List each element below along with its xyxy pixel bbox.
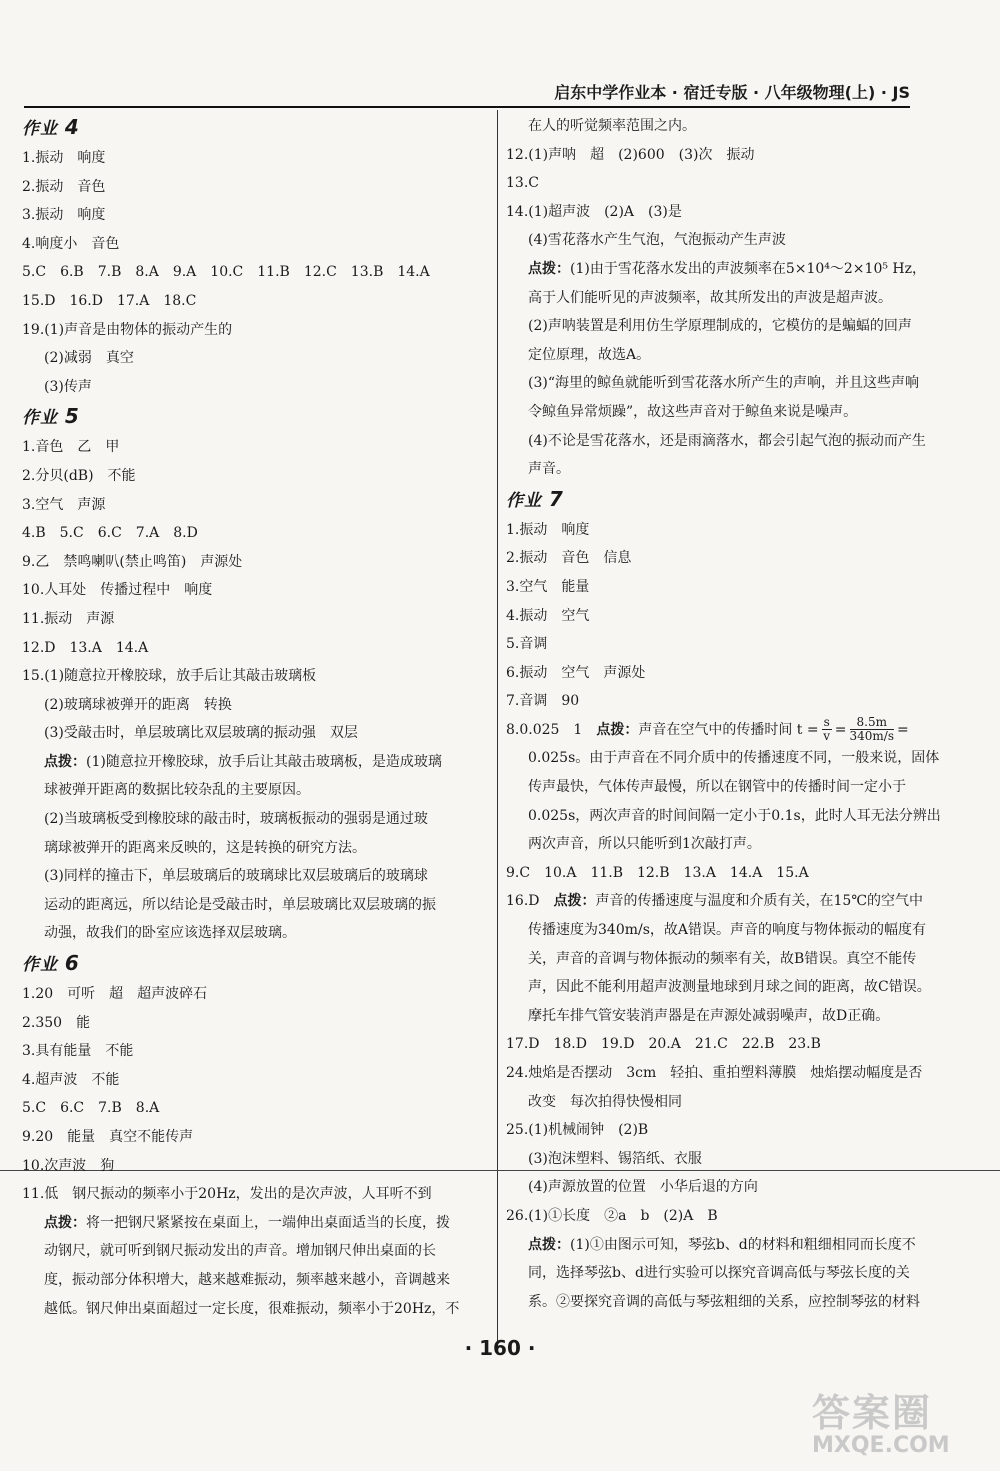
answer-line: (2)当玻璃板受到橡胶球的敲击时，玻璃板振动的强弱是通过玻 xyxy=(44,811,428,828)
answer-line: 关，声音的音调与物体振动的频率有关，故B错误。真空不能传 xyxy=(528,950,917,967)
answer-line: (4)声源放置的位置 小华后退的方向 xyxy=(528,1179,758,1196)
answer-line: 3.空气 能量 xyxy=(506,578,590,595)
answer-line: 19.(1)声音是由物体的振动产生的 xyxy=(22,321,233,338)
watermark-url: MXQE.COM xyxy=(812,1433,950,1458)
tip-label: 点拨： xyxy=(44,1214,86,1231)
section-title xyxy=(506,484,912,516)
answer-line: 10.人耳处 传播过程中 响度 xyxy=(22,582,213,599)
answer-line: 13.C xyxy=(506,175,539,192)
equals-sign: = xyxy=(897,721,909,738)
answer-line: 17.D 18.D 19.D 20.A 21.C 22.B 23.B xyxy=(506,1036,821,1053)
answer-line: 4.超声波 不能 xyxy=(22,1071,120,1088)
header-rule xyxy=(24,106,910,108)
fraction-s-over-v xyxy=(822,716,832,743)
running-header: 启东中学作业本 · 宿迁专版 · 八年级物理(上) · JS xyxy=(554,83,910,102)
section-title xyxy=(22,401,490,433)
tip-label: 点拨： xyxy=(596,721,639,738)
answer-line: (3)同样的撞击下，单层玻璃后的玻璃球比双层玻璃后的玻璃球 xyxy=(44,868,428,885)
answer-line: 传声最快，气体传声最慢，所以在钢管中的传播时间一定小于 xyxy=(528,779,906,796)
answer-line: (2)声呐装置是利用仿生学原理制成的，它模仿的是蝙蝠的回声 xyxy=(528,318,912,335)
tip-line xyxy=(506,887,923,916)
answer-line: (3)受敲击时，单层玻璃比双层玻璃的振动强 双层 xyxy=(44,725,358,742)
tip-line xyxy=(506,1231,916,1260)
answer-prefix: 16.D xyxy=(506,893,554,910)
answer-line: 2.振动 音色 xyxy=(22,178,106,195)
answer-line: 高于人们能听见的声波频率，故其所发出的声波是超声波。 xyxy=(528,289,892,306)
answer-line: 0.025s，两次声音的时间间隔一定小于0.1s，此时人耳无法分辨出 xyxy=(528,807,941,824)
section-title xyxy=(22,948,490,980)
watermark xyxy=(812,1392,992,1462)
section-number: 4 xyxy=(64,115,80,139)
answer-line: 越低。钢尺伸出桌面超过一定长度，很难振动，频率小于20Hz，不 xyxy=(44,1300,460,1317)
tip-text: 声音的传播速度与温度和介质有关，在15℃的空气中 xyxy=(595,893,923,910)
tip-text: (1)由于雪花落水发出的声波频率在5×10⁴～2×10⁵ Hz， xyxy=(570,260,926,277)
answer-line: 9.乙 禁鸣喇叭(禁止鸣笛) 声源处 xyxy=(22,553,243,570)
answer-line: 2.350 能 xyxy=(22,1014,91,1031)
equals-sign: = xyxy=(834,721,847,738)
left-column xyxy=(22,112,490,1323)
fraction-numerator: s xyxy=(823,715,830,730)
tip-label: 点拨： xyxy=(44,753,86,770)
answer-line: 同，选择琴弦b、d进行实验可以探究音调高低与琴弦长度的关 xyxy=(528,1265,910,1282)
answer-line: 系。②要探究音调的高低与琴弦粗细的关系，应控制琴弦的材料 xyxy=(528,1293,920,1310)
answer-line: 动钢尺，就可听到钢尺振动发出的声音。增加钢尺伸出桌面的长 xyxy=(44,1243,436,1260)
fraction-denominator: 340m/s xyxy=(849,729,894,744)
answer-line: 令鲸鱼异常烦躁”，故这些声音对于鲸鱼来说是噪声。 xyxy=(528,403,858,420)
answer-line: 1.音色 乙 甲 xyxy=(22,439,120,456)
answer-line: 9.20 能量 真空不能传声 xyxy=(22,1129,194,1145)
section-number: 6 xyxy=(64,951,80,976)
answer-line: 1.振动 响度 xyxy=(506,521,590,538)
answer-line: (4)雪花落水产生气泡，气泡振动产生声波 xyxy=(528,232,786,249)
answer-line: 1.振动 响度 xyxy=(22,150,106,166)
section-label: 作业 xyxy=(506,490,542,511)
answer-line: 3.空气 声源 xyxy=(22,496,106,513)
answer-line: 4.振动 空气 xyxy=(506,607,590,624)
answer-line: 4.响度小 音色 xyxy=(22,235,120,252)
answer-line: 传播速度为340m/s，故A错误。声音的响度与物体振动的幅度有 xyxy=(528,922,927,939)
answer-line: 5.音调 xyxy=(506,636,548,653)
tip-text: 声音在空气中的传播时间 t = xyxy=(638,721,819,738)
answer-line: 1.20 可听 超 超声波碎石 xyxy=(22,986,208,1003)
fraction-distance-over-speed xyxy=(850,716,894,743)
answer-line: 定位原理，故选A。 xyxy=(528,346,651,363)
answer-line: (3)传声 xyxy=(44,378,92,395)
fraction-denominator: v xyxy=(823,729,831,744)
answer-line: 5.C 6.C 7.B 8.A xyxy=(22,1100,160,1117)
tip-line xyxy=(22,1209,490,1238)
answer-line: 改变 每次拍得快慢相同 xyxy=(528,1093,682,1110)
page-number: · 160 · xyxy=(464,1336,536,1360)
answer-line: 球被弹开距离的数据比较杂乱的主要原因。 xyxy=(44,782,310,799)
section-title xyxy=(22,112,490,144)
column-divider xyxy=(497,110,498,1350)
tip-line xyxy=(22,748,490,777)
answer-line: 26.(1)①长度 ②a b (2)A B xyxy=(506,1207,718,1224)
right-column xyxy=(506,112,941,1316)
formula-line xyxy=(506,716,912,745)
answer-line: 摩托车排气管安装消声器是在声源处减弱噪声，故D正确。 xyxy=(528,1007,890,1024)
answer-line: 3.具有能量 不能 xyxy=(22,1043,134,1060)
answer-line: 7.音调 90 xyxy=(506,693,580,710)
answer-line: 运动的距离远，所以结论是受敲击时，单层玻璃比双层玻璃的振 xyxy=(44,896,436,913)
answer-line: 3.振动 响度 xyxy=(22,207,106,224)
answer-line: 15.(1)随意拉开橡胶球，放手后让其敲击玻璃板 xyxy=(22,668,317,685)
section-label: 作业 xyxy=(22,955,58,976)
answer-line: 璃球被弹开的距离来反映的，这是转换的研究方法。 xyxy=(44,839,366,856)
answer-line: (2)减弱 真空 xyxy=(44,350,134,367)
answer-line: 0.025s。由于声音在不同介质中的传播速度不同，一般来说，固体 xyxy=(528,750,940,767)
answer-line: 声，因此不能利用超声波测量地球到月球之间的距离，故C错误。 xyxy=(528,979,931,996)
answer-line: 两次声音，所以只能听到1次敲打声。 xyxy=(528,836,761,853)
answer-line: (3)泡沫塑料、锡箔纸、衣服 xyxy=(528,1150,702,1167)
answer-line: 12.(1)声呐 超 (2)600 (3)次 振动 xyxy=(506,146,755,163)
answer-line: 14.(1)超声波 (2)A (3)是 xyxy=(506,203,682,220)
tip-text: (1)①由图示可知，琴弦b、d的材料和粗细相同而长度不 xyxy=(570,1236,916,1253)
tip-text: 将一把钢尺紧紧按在桌面上，一端伸出桌面适当的长度，拨 xyxy=(86,1214,450,1231)
section-number: 7 xyxy=(548,486,564,511)
answer-line: (2)玻璃球被弹开的距离 转换 xyxy=(44,696,232,713)
section-label: 作业 xyxy=(22,119,58,139)
tip-text: (1)随意拉开橡胶球，放手后让其敲击玻璃板，是造成玻璃 xyxy=(86,753,442,770)
answer-line: 11.低 钢尺振动的频率小于20Hz，发出的是次声波，人耳听不到 xyxy=(22,1186,432,1203)
answer-prefix: 8.0.025 1 xyxy=(506,721,597,738)
tip-label: 点拨： xyxy=(528,1236,570,1253)
answer-line: 6.振动 空气 声源处 xyxy=(506,664,646,681)
answer-line: 2.分贝(dB) 不能 xyxy=(22,467,136,484)
section-number: 5 xyxy=(64,404,80,429)
tip-line xyxy=(506,255,926,284)
answer-line: 动强，故我们的卧室应该选择双层玻璃。 xyxy=(44,925,296,942)
answer-line: 9.C 10.A 11.B 12.B 13.A 14.A 15.A xyxy=(506,864,809,881)
answer-line: 5.C 6.B 7.B 8.A 9.A 10.C 11.B 12.C 13.B 14.A xyxy=(22,264,430,281)
answer-line: 11.振动 声源 xyxy=(22,610,115,627)
answer-line: 4.B 5.C 6.C 7.A 8.D xyxy=(22,525,198,542)
answer-line: 在人的听觉频率范围之内。 xyxy=(528,118,696,134)
answer-line: 25.(1)机械闹钟 (2)B xyxy=(506,1122,649,1139)
answer-line: 10.次声波 狗 xyxy=(22,1157,115,1174)
tip-label: 点拨： xyxy=(528,260,570,277)
watermark-text: 答案圈 xyxy=(812,1391,933,1435)
answer-line: 24.烛焰是否摆动 3cm 轻拍、重拍塑料薄膜 烛焰摆动幅度是否 xyxy=(506,1065,923,1081)
answer-line: 度，振动部分体积增大，越来越难振动，频率越来越小，音调越来 xyxy=(44,1271,450,1288)
answer-line: 12.D 13.A 14.A xyxy=(22,639,149,656)
fraction-numerator: 8.5m xyxy=(850,716,894,730)
section-label: 作业 xyxy=(22,408,58,429)
answer-line: 15.D 16.D 17.A 18.C xyxy=(22,292,197,309)
tip-label: 点拨： xyxy=(553,893,596,910)
answer-line: 声音。 xyxy=(528,461,570,478)
answer-line: (4)不论是雪花落水，还是雨滴落水，都会引起气泡的振动而产生 xyxy=(528,432,926,449)
answer-line: (3)“海里的鲸鱼就能听到雪花落水所产生的声响，并且这些声响 xyxy=(528,375,919,392)
answer-line: 2.振动 音色 信息 xyxy=(506,550,632,567)
